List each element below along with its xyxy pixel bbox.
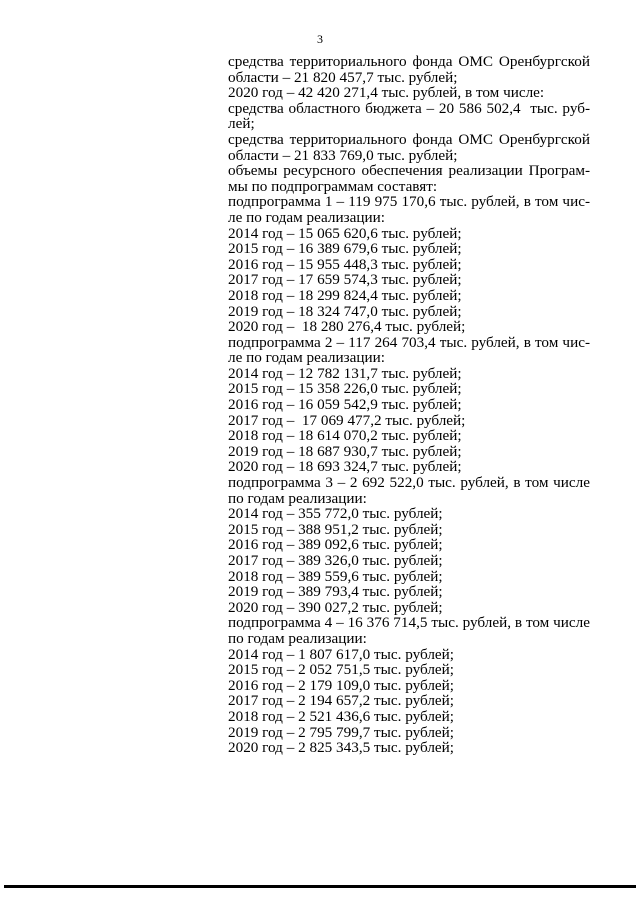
text-line: 2020 год – 18 693 324,7 тыс. рублей; xyxy=(228,458,462,476)
document-body xyxy=(228,54,590,756)
text-line: 2019 год – 18 324 747,0 тыс. рублей; xyxy=(228,302,462,320)
text-line: по годам реализации: xyxy=(228,629,367,647)
text-line: 2015 год – 15 358 226,0 тыс. рублей; xyxy=(228,380,462,398)
text-line: подпрограмма 2 – 117 264 703,4 тыс. рублей, в том чис- xyxy=(228,333,590,351)
text-line: подпрограмма 1 – 119 975 170,6 тыс. рублей, в том чис- xyxy=(228,193,590,211)
text-line: мы по подпрограммам составят: xyxy=(228,177,438,195)
text-line: 2014 год – 15 065 620,6 тыс. рублей; xyxy=(228,224,462,242)
text-line: подпрограмма 3 – 2 692 522,0 тыс. рублей, в том числе xyxy=(228,474,590,492)
text-line: 2017 год – 2 194 657,2 тыс. рублей; xyxy=(228,692,455,710)
text-line: средства территориального фонда ОМС Оренбургской xyxy=(228,130,590,148)
text-line: 2014 год – 355 772,0 тыс. рублей; xyxy=(228,505,443,523)
text-line: 2017 год – 17 069 477,2 тыс. рублей; xyxy=(228,411,466,429)
text-line: 2018 год – 18 299 824,4 тыс. рублей; xyxy=(228,286,462,304)
text-line: 2019 год – 18 687 930,7 тыс. рублей; xyxy=(228,442,462,460)
text-line: 2020 год – 42 420 271,4 тыс. рублей, в том числе: xyxy=(228,84,545,102)
text-line: 2016 год – 15 955 448,3 тыс. рублей; xyxy=(228,255,462,273)
text-line: области – 21 833 769,0 тыс. рублей; xyxy=(228,146,458,164)
text-line: лей; xyxy=(228,115,255,133)
text-line: по годам реализации: xyxy=(228,489,367,507)
text-line: 2020 год – 2 825 343,5 тыс. рублей; xyxy=(228,739,455,757)
text-line: 2015 год – 2 052 751,5 тыс. рублей; xyxy=(228,661,455,679)
text-line: 2015 год – 16 389 679,6 тыс. рублей; xyxy=(228,240,462,258)
text-line: объемы ресурсного обеспечения реализации Програм- xyxy=(228,162,590,180)
text-line: 2019 год – 2 795 799,7 тыс. рублей; xyxy=(228,723,455,741)
text-line: 2019 год – 389 793,4 тыс. рублей; xyxy=(228,583,443,601)
text-line: 2018 год – 18 614 070,2 тыс. рублей; xyxy=(228,427,462,445)
page-number: 3 xyxy=(317,32,323,46)
text-line: ле по годам реализации: xyxy=(228,349,385,367)
text-line: средства территориального фонда ОМС Оренбургской xyxy=(228,53,590,70)
text-line: подпрограмма 4 – 16 376 714,5 тыс. рублей, в том числе xyxy=(228,614,590,632)
text-line: 2020 год – 18 280 276,4 тыс. рублей; xyxy=(228,318,466,336)
page-bottom-edge xyxy=(4,885,636,888)
text-line: 2020 год – 390 027,2 тыс. рублей; xyxy=(228,598,443,616)
text-line: 2016 год – 16 059 542,9 тыс. рублей; xyxy=(228,396,462,414)
text-line: 2016 год – 2 179 109,0 тыс. рублей; xyxy=(228,676,455,694)
text-line: ле по годам реализации: xyxy=(228,208,385,226)
text-line: 2015 год – 388 951,2 тыс. рублей; xyxy=(228,520,443,538)
text-line: 2014 год – 12 782 131,7 тыс. рублей; xyxy=(228,364,462,382)
text-line: 2018 год – 2 521 436,6 тыс. рублей; xyxy=(228,707,455,725)
text-line: 2014 год – 1 807 617,0 тыс. рублей; xyxy=(228,645,455,663)
text-line: области – 21 820 457,7 тыс. рублей; xyxy=(228,68,458,86)
text-line: 2016 год – 389 092,6 тыс. рублей; xyxy=(228,536,443,554)
text-line: 2017 год – 17 659 574,3 тыс. рублей; xyxy=(228,271,462,289)
text-line: средства областного бюджета – 20 586 502,4 тыс. руб- xyxy=(228,99,590,117)
text-line: 2017 год – 389 326,0 тыс. рублей; xyxy=(228,552,443,569)
text-line: 2018 год – 389 559,6 тыс. рублей; xyxy=(228,567,443,585)
